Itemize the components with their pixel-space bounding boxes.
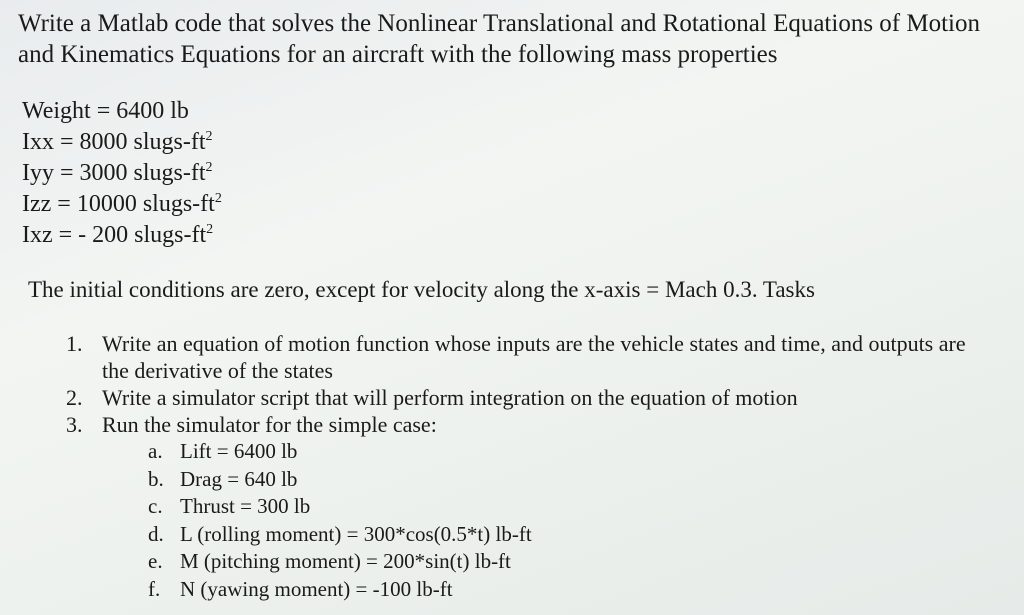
initial-conditions-paragraph: The initial conditions are zero, except for velocity along the x-axis = Mach 0.3. Tasks — [28, 277, 815, 302]
task-item — [66, 330, 996, 384]
intro-paragraph: Write a Matlab code that solves the Nonlinear Translational and Rotational Equations of Motion and Kinematics Equations for an aircraft with the following mass properties — [18, 10, 980, 68]
mass-property-text: Ixx = 8000 slugs-ft — [22, 129, 206, 155]
subtask-letter: f. — [148, 576, 161, 601]
superscript: 2 — [205, 160, 213, 175]
subtasks-list — [148, 438, 996, 603]
subtask-rolling-moment — [148, 521, 996, 549]
superscript: 2 — [206, 222, 214, 237]
subtask-text: N (yawing moment) = -100 lb-ft — [180, 576, 453, 601]
mass-property-text: Iyy = 3000 slugs-ft — [22, 160, 206, 186]
subtask-thrust — [148, 493, 996, 521]
subtask-letter: a. — [148, 439, 163, 463]
subtask-pitching-moment — [148, 548, 996, 576]
task-item — [66, 411, 996, 603]
mass-property-text: Ixz = - 200 slugs-ft — [22, 222, 207, 248]
task-text: Write a simulator script that will perform integration on the equation of motion — [102, 385, 798, 410]
subtask-text: Lift = 6400 lb — [180, 439, 298, 463]
subtask-letter: c. — [148, 494, 163, 518]
superscript: 2 — [214, 191, 222, 206]
subtask-letter: e. — [148, 549, 163, 573]
mass-property-weight — [22, 96, 222, 127]
subtask-lift — [148, 438, 996, 466]
mass-property-ixx — [22, 127, 222, 158]
mass-property-text: Izz = 10000 slugs-ft — [22, 191, 215, 217]
task-number: 3. — [66, 412, 83, 437]
subtask-yawing-moment — [148, 576, 996, 604]
subtask-text: M (pitching moment) = 200*sin(t) lb-ft — [180, 549, 511, 573]
task-number: 2. — [66, 385, 83, 410]
subtask-drag — [148, 466, 996, 494]
tasks-list — [66, 330, 996, 603]
subtask-text: Thrust = 300 lb — [180, 494, 311, 518]
subtask-letter: b. — [148, 466, 164, 491]
mass-property-text: Weight = 6400 lb — [22, 98, 189, 124]
mass-property-ixz — [22, 220, 222, 251]
subtask-text: Drag = 640 lb — [180, 466, 298, 491]
superscript: 2 — [205, 129, 213, 144]
subtask-letter: d. — [148, 521, 164, 546]
mass-properties-list — [22, 96, 222, 251]
task-number: 1. — [66, 331, 83, 356]
mass-property-iyy — [22, 158, 222, 189]
mass-property-izz — [22, 189, 222, 220]
task-text: Run the simulator for the simple case: — [102, 412, 437, 437]
subtask-text: L (rolling moment) = 300*cos(0.5*t) lb-ft — [180, 521, 532, 546]
task-item — [66, 384, 996, 411]
task-text: Write an equation of motion function whose inputs are the vehicle states and time, and outputs are the derivative of the states — [102, 331, 966, 383]
